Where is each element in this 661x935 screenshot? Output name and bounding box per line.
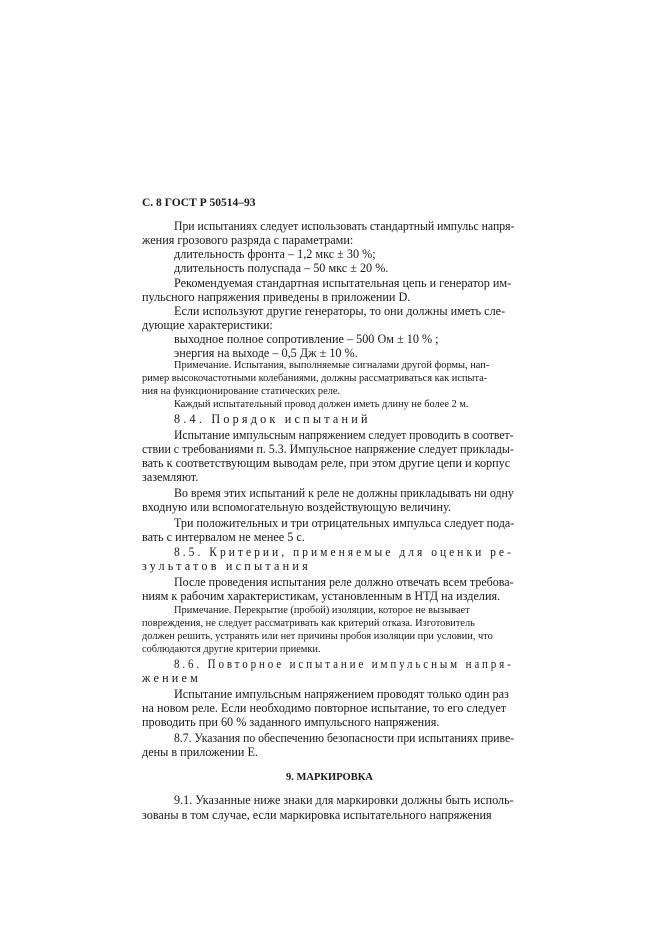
text-line: энергия на выходе – 0,5 Дж ± 10 %. (174, 346, 358, 360)
text-line: длительность фронта – 1,2 мкс ± 30 %; (174, 247, 376, 261)
text-line: После проведения испытания реле должно отвечать всем требова- (174, 575, 514, 589)
section-heading-8-6-cont: жением (142, 671, 202, 685)
note-line: повреждения, не следует рассматривать как критерий отказа. Изготовитель (142, 618, 475, 629)
note-line: Примечание. Испытания, выполняемые сигналами другой формы, нап- (174, 360, 490, 371)
section-heading-8-4: 8.4. Порядок испытаний (174, 412, 371, 426)
text-line: зованы в том случае, если маркировка испытательного напряжения (142, 808, 492, 822)
text-line: на новом реле. Если необходимо повторное испытание, то его следует (142, 701, 507, 715)
note-line: должен решить, устранять или нет причины пробоя изоляции при условии, что (142, 631, 493, 642)
text-line: При испытаниях следует использовать стандартный импульс напря- (174, 219, 515, 233)
page-header: С. 8 ГОСТ Р 50514–93 (142, 197, 256, 209)
text-line: 8.7. Указания по обеспечению безопасности при испытаниях приве- (174, 731, 515, 745)
note-line: ния на функционирование статических реле. (142, 386, 341, 397)
text-line: ниям к рабочим характеристикам, установленным в НТД на изделия. (142, 589, 501, 603)
note-line: Каждый испытательный провод должен иметь длину не более 2 м. (174, 399, 469, 410)
note-line: ример высокочастотными колебаниями, должны рассматриваться как испыта- (142, 373, 488, 384)
text-line: вать к соответствующим выводам реле, при этом другие цепи и корпус (142, 456, 511, 470)
section-heading-8-5-cont: зультатов испытания (142, 559, 311, 573)
text-line: дены в приложении Е. (142, 745, 258, 759)
text-line: пульсного напряжения приведены в приложении D. (142, 290, 411, 304)
section-title-9: 9. МАРКИРОВКА (286, 772, 373, 783)
text-line: Испытание импульсным напряжением проводят только один раз (174, 687, 509, 701)
note-line: соблюдаются другие критерии приемки. (142, 644, 321, 655)
text-line: ствии с требованиями п. 5.3. Импульсное напряжение следует приклады- (142, 442, 514, 456)
text-line: длительность полуспада – 50 мкс ± 20 %. (174, 261, 389, 275)
section-heading-8-5: 8.5. Критерии, применяемые для оценки ре- (174, 545, 514, 559)
text-line: Испытание импульсным напряжением следует проводить в соответ- (174, 428, 514, 442)
text-line: Во время этих испытаний к реле не должны прикладывать ни одну (174, 486, 514, 500)
text-line: Если используют другие генераторы, то они должны иметь сле- (174, 304, 506, 318)
text-line: выходное полное сопротивление – 500 Ом ± 10 % ; (174, 332, 439, 346)
text-line: дующие характеристики: (142, 318, 273, 332)
note-line: Примечание. Перекрытие (пробой) изоляции, которое не вызывает (174, 605, 470, 616)
text-line: проводить при 60 % заданного импульсного напряжения. (142, 715, 440, 729)
section-heading-8-6: 8.6. Повторное испытание импульсным напря- (174, 657, 514, 671)
text-line: вать с интервалом не менее 5 с. (142, 530, 305, 544)
text-line: 9.1. Указанные ниже знаки для маркировки должны быть исполь- (174, 793, 514, 807)
text-line: заземляют. (142, 470, 199, 484)
text-line: Рекомендуемая стандартная испытательная цепь и генератор им- (174, 276, 512, 290)
text-line: Три положительных и три отрицательных импульса следует пода- (174, 516, 515, 530)
text-line: входную или вспомогательную воздействующую величину. (142, 500, 451, 514)
text-line: жения грозового разряда с параметрами: (142, 233, 354, 247)
